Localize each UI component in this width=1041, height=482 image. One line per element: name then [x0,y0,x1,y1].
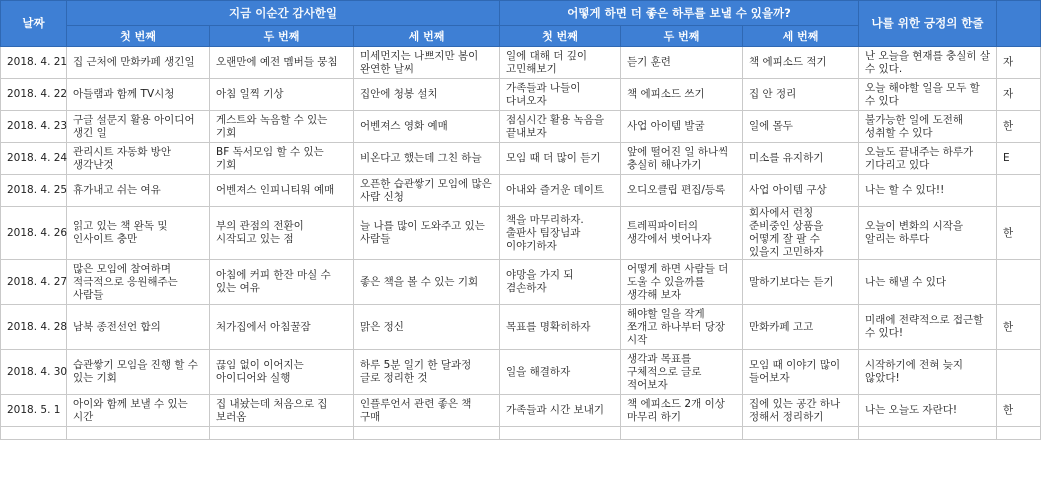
cell-gratitude-2[interactable]: 오랜만에 예전 멤버들 뭉침 [210,47,354,79]
cell-gratitude-1[interactable]: 많은 모임에 참여하며 적극적으로 응원해주는 사람들 [67,260,210,305]
cell-positive[interactable]: 오늘이 변화의 시작을 알리는 하루다 [859,207,997,260]
cell-extra[interactable] [997,350,1041,395]
cell-gratitude-2[interactable]: BF 독서모임 할 수 있는 기회 [210,143,354,175]
cell-better-2[interactable]: 오디오클립 편집/등록 [621,175,743,207]
cell-positive[interactable]: 나는 할 수 있다!! [859,175,997,207]
cell-better-2[interactable]: 어떻게 하면 사람들 더 도울 수 있을까를 생각해 보자 [621,260,743,305]
cell-better-2[interactable]: 해야할 일을 작게 쪼개고 하나부터 당장 시작 [621,305,743,350]
cell-better-3[interactable]: 모임 때 이야기 많이 들어보자 [743,350,859,395]
cell-better-2[interactable]: 사업 아이템 발굴 [621,111,743,143]
cell-positive[interactable]: 오늘 해야할 일을 모두 할 수 있다 [859,79,997,111]
cell-better-2[interactable]: 생각과 목표를 구체적으로 글로 적어보자 [621,350,743,395]
cell-extra[interactable]: 자 [997,47,1041,79]
cell-better-3[interactable]: 말하기보다는 듣기 [743,260,859,305]
cell-extra[interactable]: 한 [997,305,1041,350]
cell-gratitude-3[interactable]: 인플루언서 관련 좋은 책 구매 [354,395,500,427]
table-row [1,79,1041,111]
cell-extra[interactable]: E [997,143,1041,175]
cell-better-3[interactable]: 사업 아이템 구상 [743,175,859,207]
cell-better-1[interactable]: 일에 대해 더 깊이 고민해보기 [500,47,621,79]
cell-gratitude-1[interactable]: 휴가내고 쉬는 여유 [67,175,210,207]
cell-gratitude-3[interactable]: 비온다고 했는데 그친 하늘 [354,143,500,175]
header-gratitude[interactable]: 지금 이순간 감사한일 [67,1,500,26]
subheader-better-1[interactable]: 첫 번째 [500,26,621,47]
cell-better-3[interactable]: 책 에피소드 적기 [743,47,859,79]
cell-extra[interactable]: 한 [997,111,1041,143]
header-better-day[interactable]: 어떻게 하면 더 좋은 하루를 보낼 수 있을까? [500,1,859,26]
cell-better-3[interactable] [743,427,859,440]
cell-better-1[interactable]: 가족들과 시간 보내기 [500,395,621,427]
cell-gratitude-3[interactable]: 맑은 정신 [354,305,500,350]
table-row [1,395,1041,427]
cell-date[interactable]: 2018. 4. 21 [1,47,67,79]
table-row [1,350,1041,395]
cell-better-3[interactable]: 만화카페 고고 [743,305,859,350]
cell-gratitude-3[interactable]: 좋은 책을 볼 수 있는 기회 [354,260,500,305]
cell-gratitude-2[interactable]: 아침 일찍 기상 [210,79,354,111]
cell-better-1[interactable]: 모임 때 더 많이 듣기 [500,143,621,175]
cell-date[interactable]: 2018. 4. 23 [1,111,67,143]
table-row [1,260,1041,305]
cell-gratitude-2[interactable]: 끊임 없이 이어지는 아이디어와 실행 [210,350,354,395]
cell-extra[interactable]: 자 [997,79,1041,111]
cell-extra[interactable]: 한 [997,207,1041,260]
subheader-better-2[interactable]: 두 번째 [621,26,743,47]
cell-better-1[interactable]: 일을 해결하자 [500,350,621,395]
cell-better-2[interactable]: 앞에 떨어진 일 하나씩 충실히 해나가기 [621,143,743,175]
cell-date[interactable]: 2018. 4. 24 [1,143,67,175]
cell-better-2[interactable]: 책 에피소드 쓰기 [621,79,743,111]
cell-extra[interactable] [997,427,1041,440]
cell-better-2[interactable]: 책 에피소드 2개 이상 마무리 하기 [621,395,743,427]
cell-gratitude-2[interactable]: 부의 관점의 전환이 시작되고 있는 점 [210,207,354,260]
cell-gratitude-1[interactable]: 남북 종전선언 합의 [67,305,210,350]
subheader-better-3[interactable]: 세 번째 [743,26,859,47]
cell-extra[interactable] [997,260,1041,305]
cell-positive[interactable]: 미래에 전략적으로 접근할 수 있다! [859,305,997,350]
cell-better-1[interactable]: 책을 마무리하자. 출판사 팀장님과 이야기하자 [500,207,621,260]
cell-gratitude-3[interactable]: 어벤져스 영화 예매 [354,111,500,143]
cell-positive[interactable]: 나는 오늘도 자란다! [859,395,997,427]
cell-date[interactable]: 2018. 5. 1 [1,395,67,427]
table-row [1,427,1041,440]
header-date[interactable]: 날짜 [1,1,67,47]
cell-better-2[interactable] [621,427,743,440]
cell-positive[interactable]: 시작하기에 전혀 늦지 않았다! [859,350,997,395]
table-row [1,143,1041,175]
cell-date[interactable]: 2018. 4. 30 [1,350,67,395]
cell-date[interactable]: 2018. 4. 25 [1,175,67,207]
cell-better-3[interactable]: 회사에서 런칭 준비중인 상품을 어떻게 잘 팔 수 있을지 고민하자 [743,207,859,260]
cell-gratitude-1[interactable]: 아들램과 함께 TV시청 [67,79,210,111]
cell-better-2[interactable]: 듣기 훈련 [621,47,743,79]
cell-better-3[interactable]: 집에 있는 공간 하나 정해서 정리하기 [743,395,859,427]
table-row [1,175,1041,207]
subheader-gratitude-3[interactable]: 세 번째 [354,26,500,47]
table-row [1,305,1041,350]
cell-date[interactable] [1,427,67,440]
cell-gratitude-1[interactable]: 관리시트 자동화 방안 생각난것 [67,143,210,175]
cell-positive[interactable]: 나는 해낼 수 있다 [859,260,997,305]
cell-gratitude-1[interactable]: 습관쌓기 모임을 진행 할 수 있는 기회 [67,350,210,395]
cell-better-1[interactable]: 점심시간 활용 녹음을 끝내보자 [500,111,621,143]
cell-extra[interactable] [997,175,1041,207]
cell-gratitude-1[interactable]: 아이와 함께 보낼 수 있는 시간 [67,395,210,427]
header-positive-line[interactable]: 나를 위한 긍정의 한줄 [859,1,997,47]
cell-positive[interactable]: 오늘도 끝내주는 하루가 기다리고 있다 [859,143,997,175]
cell-date[interactable]: 2018. 4. 28 [1,305,67,350]
cell-better-2[interactable]: 트레픽파이터의 생각에서 벗어나자 [621,207,743,260]
cell-gratitude-3[interactable]: 늘 나를 많이 도와주고 있는 사람들 [354,207,500,260]
cell-better-3[interactable]: 일에 몰두 [743,111,859,143]
cell-positive[interactable]: 불가능한 일에 도전해 성취할 수 있다 [859,111,997,143]
subheader-gratitude-2[interactable]: 두 번째 [210,26,354,47]
subheader-gratitude-1[interactable]: 첫 번째 [67,26,210,47]
cell-gratitude-1[interactable]: 읽고 있는 책 완독 및 인사이트 충만 [67,207,210,260]
cell-gratitude-3[interactable]: 하루 5분 일기 한 달과정 글로 정리한 것 [354,350,500,395]
cell-gratitude-2[interactable]: 집 내놨는데 처음으로 집 보러옴 [210,395,354,427]
cell-gratitude-2[interactable]: 게스트와 녹음할 수 있는 기회 [210,111,354,143]
cell-positive[interactable] [859,427,997,440]
cell-gratitude-3[interactable]: 집안에 청봉 설치 [354,79,500,111]
cell-gratitude-3[interactable]: 오픈한 습관쌓기 모임에 많은 사람 신청 [354,175,500,207]
cell-better-1[interactable]: 야망을 가지 되 겸손하자 [500,260,621,305]
cell-positive[interactable]: 난 오늘을 현재를 충실히 살 수 있다. [859,47,997,79]
cell-gratitude-3[interactable]: 미세먼지는 나쁘지만 봄이 완연한 날씨 [354,47,500,79]
table-row [1,207,1041,260]
cell-gratitude-1[interactable]: 집 근처에 만화카페 생긴일 [67,47,210,79]
table-row [1,111,1041,143]
cell-date[interactable]: 2018. 4. 27 [1,260,67,305]
cell-better-1[interactable]: 가족들과 나들이 다녀오자 [500,79,621,111]
cell-gratitude-2[interactable] [210,427,354,440]
cell-gratitude-2[interactable]: 어벤져스 인피니티워 예매 [210,175,354,207]
header-extra[interactable] [997,1,1041,47]
table-row [1,47,1041,79]
cell-date[interactable]: 2018. 4. 26 [1,207,67,260]
cell-gratitude-2[interactable]: 처가집에서 아침꿀잠 [210,305,354,350]
cell-gratitude-1[interactable]: 구글 설문지 활용 아이디어 생긴 일 [67,111,210,143]
cell-better-1[interactable] [500,427,621,440]
cell-gratitude-3[interactable] [354,427,500,440]
cell-better-3[interactable]: 미소를 유지하기 [743,143,859,175]
cell-better-3[interactable]: 집 안 정리 [743,79,859,111]
cell-better-1[interactable]: 아내와 즐거운 데이트 [500,175,621,207]
cell-gratitude-1[interactable] [67,427,210,440]
cell-better-1[interactable]: 목표를 명확히하자 [500,305,621,350]
cell-date[interactable]: 2018. 4. 22 [1,79,67,111]
cell-extra[interactable]: 한 [997,395,1041,427]
cell-gratitude-2[interactable]: 아침에 커피 한잔 마실 수 있는 여유 [210,260,354,305]
